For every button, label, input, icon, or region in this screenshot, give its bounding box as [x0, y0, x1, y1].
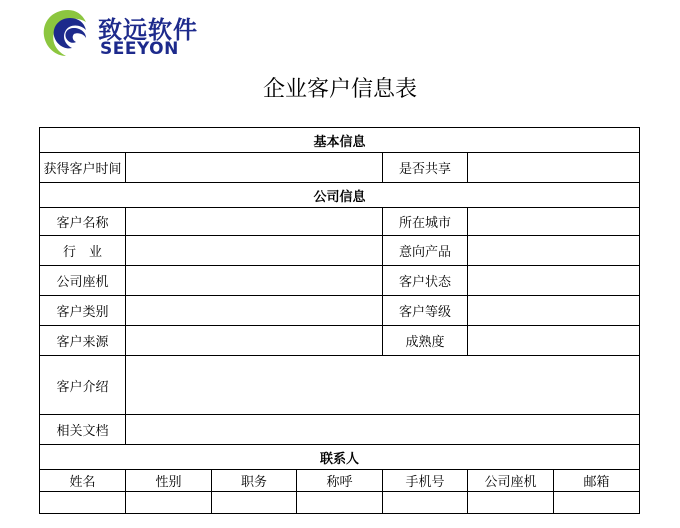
- customer-info-form: [39, 127, 640, 514]
- contact-cell-position[interactable]: [212, 492, 297, 514]
- section-row-company: [40, 183, 640, 208]
- contact-col-mobile: 手机号: [383, 470, 468, 492]
- form-row: [40, 153, 640, 183]
- section-basic-header: 基本信息: [40, 128, 640, 153]
- contact-cell-mobile[interactable]: [383, 492, 468, 514]
- form-row: [40, 208, 640, 236]
- label-customer-status: 客户状态: [383, 266, 468, 296]
- label-industry: 行 业: [40, 236, 126, 266]
- label-company-phone: 公司座机: [40, 266, 126, 296]
- value-intended-product[interactable]: [468, 236, 640, 266]
- label-customer-source: 客户来源: [40, 326, 126, 356]
- contact-cell-title[interactable]: [297, 492, 383, 514]
- section-row-basic: [40, 128, 640, 153]
- value-customer-level[interactable]: [468, 296, 640, 326]
- label-intended-product: 意向产品: [383, 236, 468, 266]
- label-maturity: 成熟度: [383, 326, 468, 356]
- value-related-docs[interactable]: [126, 415, 640, 445]
- contact-col-name: 姓名: [40, 470, 126, 492]
- contact-col-email: 邮箱: [554, 470, 640, 492]
- label-customer-intro: 客户介绍: [40, 356, 126, 415]
- value-customer-name[interactable]: [126, 208, 383, 236]
- section-contacts-header: 联系人: [40, 445, 640, 470]
- form-row: [40, 296, 640, 326]
- contact-cell-company-phone[interactable]: [468, 492, 554, 514]
- form-row: [40, 356, 640, 415]
- form-row: [40, 266, 640, 296]
- value-maturity[interactable]: [468, 326, 640, 356]
- value-company-phone[interactable]: [126, 266, 383, 296]
- contact-col-position: 职务: [212, 470, 297, 492]
- label-related-docs: 相关文档: [40, 415, 126, 445]
- contact-cell-gender[interactable]: [126, 492, 212, 514]
- contact-col-gender: 性别: [126, 470, 212, 492]
- value-customer-source[interactable]: [126, 326, 383, 356]
- contact-col-title: 称呼: [297, 470, 383, 492]
- value-acquire-time[interactable]: [126, 153, 383, 183]
- value-customer-type[interactable]: [126, 296, 383, 326]
- label-customer-level: 客户等级: [383, 296, 468, 326]
- label-shared: 是否共享: [383, 153, 468, 183]
- seeyon-logo: [40, 6, 240, 60]
- contact-cell-email[interactable]: [554, 492, 640, 514]
- contacts-header-row: [40, 470, 640, 492]
- contact-col-company-phone: 公司座机: [468, 470, 554, 492]
- value-customer-intro[interactable]: [126, 356, 640, 415]
- form-row: [40, 236, 640, 266]
- seeyon-logo-icon: [40, 6, 96, 60]
- value-shared[interactable]: [468, 153, 640, 183]
- section-company-header: 公司信息: [40, 183, 640, 208]
- value-city[interactable]: [468, 208, 640, 236]
- form-row: [40, 326, 640, 356]
- logo-english-text: SEEYON: [100, 39, 179, 59]
- form-row: [40, 415, 640, 445]
- label-customer-name: 客户名称: [40, 208, 126, 236]
- contact-cell-name[interactable]: [40, 492, 126, 514]
- value-customer-status[interactable]: [468, 266, 640, 296]
- label-acquire-time: 获得客户时间: [40, 153, 126, 183]
- section-row-contacts: [40, 445, 640, 470]
- form-title: 企业客户信息表: [262, 77, 417, 102]
- value-industry[interactable]: [126, 236, 383, 266]
- logo-chinese-text: 致远软件: [98, 16, 198, 44]
- label-city: 所在城市: [383, 208, 468, 236]
- contacts-entry-row: [40, 492, 640, 514]
- label-customer-type: 客户类别: [40, 296, 126, 326]
